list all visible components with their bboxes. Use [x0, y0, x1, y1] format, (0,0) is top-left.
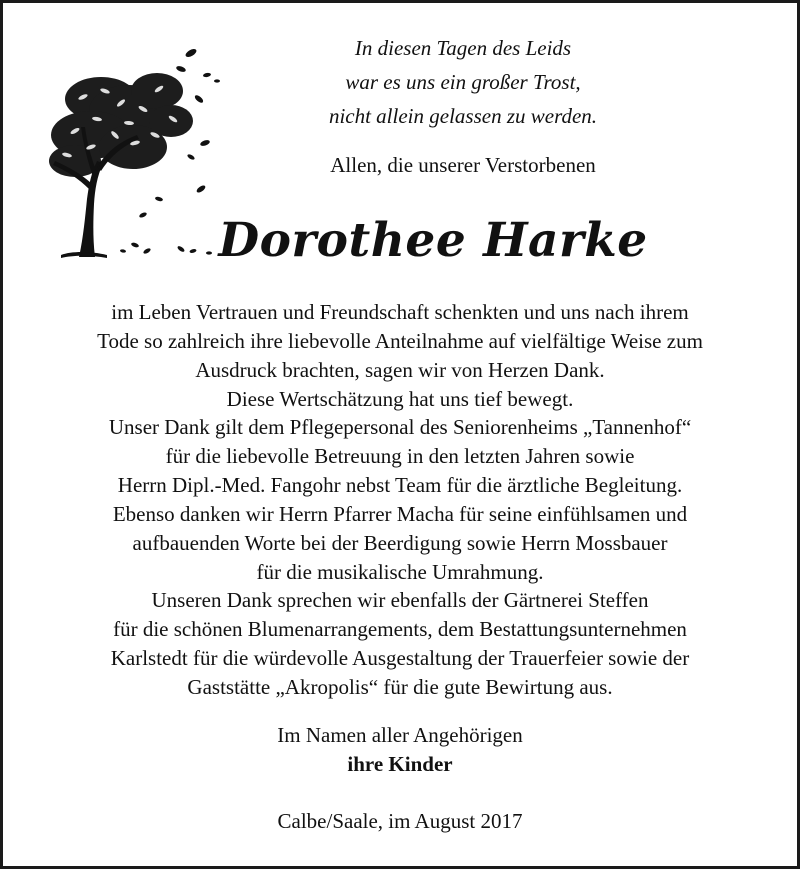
body-line: aufbauenden Worte bei der Beerdigung sowie Herrn Mossbauer: [132, 531, 668, 555]
signature-line: Im Namen aller Angehörigen: [277, 723, 523, 747]
body-line: Gaststätte „Akropolis“ für die gute Bewirtung aus.: [187, 675, 613, 699]
intro-line: Allen, die unserer Verstorbenen: [330, 153, 596, 177]
quote-line-3: nicht allein gelassen zu werden.: [328, 104, 598, 128]
body-line: für die schönen Blumenarrangements, dem Bestattungsunternehmen: [113, 617, 687, 641]
quote-line-1: In diesen Tagen des Leids: [354, 36, 572, 60]
body-line: Unseren Dank sprechen wir ebenfalls der Gärtnerei Steffen: [151, 588, 649, 612]
body-line: Herrn Dipl.-Med. Fangohr nebst Team für die ärztliche Begleitung.: [117, 473, 683, 497]
quote-line-2: war es uns ein großer Trost,: [345, 70, 581, 94]
body-line: Ebenso danken wir Herrn Pfarrer Macha für seine einfühlsamen und: [112, 502, 688, 526]
place-date: Calbe/Saale, im August 2017: [277, 809, 523, 833]
body-line: Diese Wertschätzung hat uns tief bewegt.: [226, 387, 574, 411]
body-line: für die musikalische Umrahmung.: [256, 560, 544, 584]
body-line: Karlstedt für die würdevolle Ausgestaltung der Trauerfeier sowie der: [110, 646, 690, 670]
body-line: Tode so zahlreich ihre liebevolle Anteilnahme auf vielfältige Weise zum: [97, 329, 703, 353]
body-line: im Leben Vertrauen und Freundschaft schenkten und uns nach ihrem: [111, 300, 689, 324]
body-line: Unser Dank gilt dem Pflegepersonal des Seniorenheims „Tannenhof“: [108, 415, 692, 439]
deceased-name: Dorothee Harke: [218, 213, 648, 268]
signature-name: ihre Kinder: [347, 752, 453, 776]
body-line: Ausdruck brachten, sagen wir von Herzen Dank.: [195, 358, 605, 382]
body-line: für die liebevolle Betreuung in den letzten Jahren sowie: [165, 444, 635, 468]
windblown-tree-illustration: [31, 39, 221, 264]
